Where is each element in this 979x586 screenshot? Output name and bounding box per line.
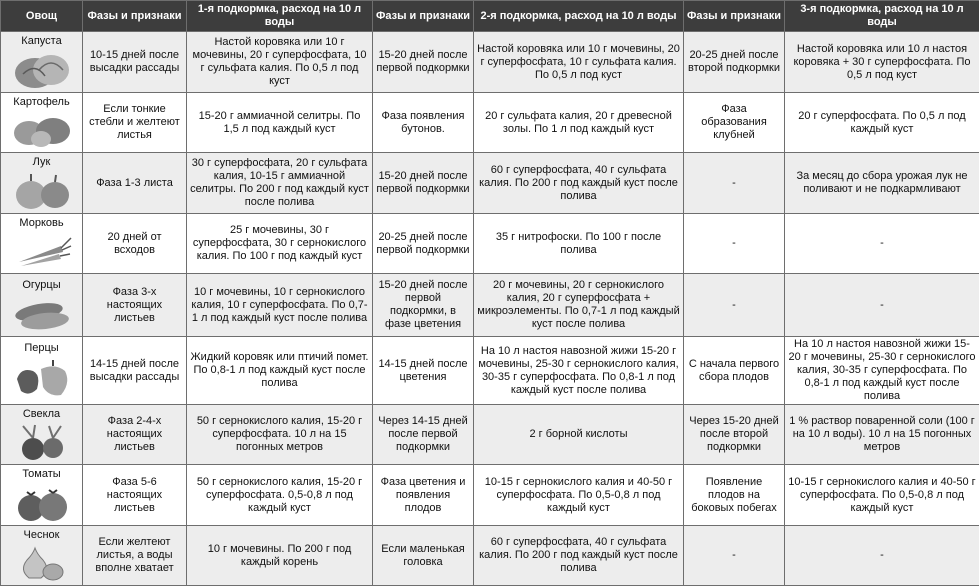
veg-name: Томаты bbox=[4, 468, 79, 481]
phase-3-cell: Появление плодов на боковых побегах bbox=[684, 465, 785, 526]
veg-cell bbox=[1, 32, 83, 93]
table-row bbox=[1, 274, 979, 337]
table-row bbox=[1, 405, 979, 465]
tomato-icon bbox=[11, 483, 73, 523]
phase-3-cell: С начала первого сбора плодов bbox=[684, 337, 785, 405]
phase-2-cell: 15-20 дней после первой подкормки, в фазе цветения bbox=[373, 274, 474, 337]
feed-2-cell: 20 г сульфата калия, 20 г древесной золы. По 1 л под каждый куст bbox=[474, 93, 684, 153]
phase-1-cell: Если тонкие стебли и желтеют листья bbox=[83, 93, 187, 153]
feed-3-cell: 1 % раствор поваренной соли (100 г на 10 л воды). 10 л на 15 погонных метров bbox=[785, 405, 979, 465]
feed-1-cell: 50 г сернокислого калия, 15-20 г суперфосфата. 0,5-0,8 л под каждый куст bbox=[187, 465, 373, 526]
veg-cell bbox=[1, 153, 83, 214]
header-phase-1: Фазы и признаки bbox=[83, 1, 187, 32]
feed-3-cell: 10-15 г сернокислого калия и 40-50 г суперфосфата. По 0,5-0,8 л под каждый куст bbox=[785, 465, 979, 526]
feed-2-cell: 60 г суперфосфата, 40 г сульфата калия. По 200 г под каждый куст после полива bbox=[474, 526, 684, 586]
veg-name: Свекла bbox=[4, 408, 79, 421]
phase-2-cell: 20-25 дней после первой подкормки bbox=[373, 214, 474, 274]
feed-2-cell: 20 г мочевины, 20 г сернокислого калия, 20 г суперфосфата + микроэлементы. По 0,7-1 л под каждый куст после полива bbox=[474, 274, 684, 337]
phase-3-cell: - bbox=[684, 274, 785, 337]
feed-2-cell: 2 г борной кислоты bbox=[474, 405, 684, 465]
pepper-icon bbox=[11, 357, 73, 399]
header-phase-2: Фазы и признаки bbox=[373, 1, 474, 32]
veg-name: Лук bbox=[4, 156, 79, 169]
header-feed-1: 1-я подкормка, расход на 10 л воды bbox=[187, 1, 373, 32]
feed-1-cell: 15-20 г аммиачной селитры. По 1,5 л под каждый куст bbox=[187, 93, 373, 153]
veg-name: Перцы bbox=[4, 342, 79, 355]
veg-name: Картофель bbox=[4, 96, 79, 109]
phase-1-cell: Фаза 1-3 листа bbox=[83, 153, 187, 214]
header-row bbox=[1, 1, 979, 32]
veg-cell bbox=[1, 93, 83, 153]
veg-name: Капуста bbox=[4, 35, 79, 48]
feed-3-cell: 20 г суперфосфата. По 0,5 л под каждый куст bbox=[785, 93, 979, 153]
feed-3-cell: - bbox=[785, 274, 979, 337]
feed-1-cell: 25 г мочевины, 30 г суперфосфата, 30 г сернокислого калия. По 100 г под каждый куст bbox=[187, 214, 373, 274]
phase-3-cell: Через 15-20 дней после второй подкормки bbox=[684, 405, 785, 465]
veg-cell bbox=[1, 214, 83, 274]
header-feed-2: 2-я подкормка, расход на 10 л воды bbox=[474, 1, 684, 32]
veg-cell bbox=[1, 465, 83, 526]
cabbage-icon bbox=[11, 50, 73, 90]
feed-2-cell: 60 г суперфосфата, 40 г сульфата калия. По 200 г под каждый куст после полива bbox=[474, 153, 684, 214]
header-feed-3: 3-я подкормка, расход на 10 л воды bbox=[785, 1, 979, 32]
feed-3-cell: - bbox=[785, 526, 979, 586]
table-row bbox=[1, 526, 979, 586]
veg-cell bbox=[1, 526, 83, 586]
phase-2-cell: Если маленькая головка bbox=[373, 526, 474, 586]
phase-1-cell: 20 дней от всходов bbox=[83, 214, 187, 274]
potato-icon bbox=[11, 111, 73, 149]
phase-2-cell: 14-15 дней после цветения bbox=[373, 337, 474, 405]
feed-1-cell: 30 г суперфосфата, 20 г сульфата калия, 10-15 г аммиачной селитры. По 200 г под каждый куст после полива bbox=[187, 153, 373, 214]
phase-3-cell: Фаза образования клубней bbox=[684, 93, 785, 153]
table-row bbox=[1, 153, 979, 214]
feed-2-cell: Настой коровяка или 10 г мочевины, 20 г суперфосфата, 10 г сульфата калия. По 0,5 л под куст bbox=[474, 32, 684, 93]
phase-1-cell: Фаза 2-4-х настоящих листьев bbox=[83, 405, 187, 465]
phase-3-cell: - bbox=[684, 214, 785, 274]
phase-2-cell: Фаза появления бутонов. bbox=[373, 93, 474, 153]
veg-cell bbox=[1, 274, 83, 337]
phase-3-cell: - bbox=[684, 526, 785, 586]
veg-name: Морковь bbox=[4, 217, 79, 230]
table-row bbox=[1, 214, 979, 274]
veg-cell bbox=[1, 337, 83, 405]
feed-1-cell: 10 г мочевины, 10 г сернокислого калия, 10 г суперфосфата. По 0,7-1 л под каждый куст после полива bbox=[187, 274, 373, 337]
table-row bbox=[1, 465, 979, 526]
feed-2-cell: 10-15 г сернокислого калия и 40-50 г суперфосфата. По 0,5-0,8 л под каждый куст bbox=[474, 465, 684, 526]
table-row bbox=[1, 93, 979, 153]
cucumber-icon bbox=[11, 294, 73, 332]
phase-2-cell: Фаза цветения и появления плодов bbox=[373, 465, 474, 526]
feed-3-cell: На 10 л настоя навозной жижи 15-20 г мочевины, 25-30 г сернокислого калия, 30-35 г суперфосфата. По 0,8-1 л под каждый куст после полива bbox=[785, 337, 979, 405]
header-phase-3: Фазы и признаки bbox=[684, 1, 785, 32]
feed-2-cell: На 10 л настоя навозной жижи 15-20 г мочевины, 25-30 г сернокислого калия, 30-35 г суперфосфата. По 0,8-1 л под каждый куст после полива bbox=[474, 337, 684, 405]
feed-3-cell: За месяц до сбора урожая лук не поливают и не подкармливают bbox=[785, 153, 979, 214]
garlic-icon bbox=[11, 544, 73, 582]
phase-1-cell: Фаза 3-х настоящих листьев bbox=[83, 274, 187, 337]
phase-1-cell: 10-15 дней после высадки рассады bbox=[83, 32, 187, 93]
phase-3-cell: - bbox=[684, 153, 785, 214]
onion-icon bbox=[11, 171, 73, 211]
phase-2-cell: Через 14-15 дней после первой подкормки bbox=[373, 405, 474, 465]
phase-1-cell: 14-15 дней после высадки рассады bbox=[83, 337, 187, 405]
table-row bbox=[1, 32, 979, 93]
table-row bbox=[1, 337, 979, 405]
veg-name: Чеснок bbox=[4, 529, 79, 542]
veg-name: Огурцы bbox=[4, 279, 79, 292]
feed-3-cell: Настой коровяка или 10 л настоя коровяка + 30 г суперфосфата. По 0,5 л под куст bbox=[785, 32, 979, 93]
feed-2-cell: 35 г нитрофоски. По 100 г после полива bbox=[474, 214, 684, 274]
feed-1-cell: 10 г мочевины. По 200 г под каждый корень bbox=[187, 526, 373, 586]
feed-3-cell: - bbox=[785, 214, 979, 274]
beet-icon bbox=[11, 423, 73, 461]
phase-1-cell: Фаза 5-6 настоящих листьев bbox=[83, 465, 187, 526]
feed-1-cell: Настой коровяка или 10 г мочевины, 20 г суперфосфата, 10 г сульфата калия. По 0,5 л под куст bbox=[187, 32, 373, 93]
feed-1-cell: Жидкий коровяк или птичий помет. По 0,8-1 л под каждый куст после полива bbox=[187, 337, 373, 405]
phase-2-cell: 15-20 дней после первой подкормки bbox=[373, 32, 474, 93]
phase-2-cell: 15-20 дней после первой подкормки bbox=[373, 153, 474, 214]
veg-cell bbox=[1, 405, 83, 465]
phase-1-cell: Если желтеют листья, а воды вполне хватает bbox=[83, 526, 187, 586]
carrot-icon bbox=[11, 232, 73, 270]
phase-3-cell: 20-25 дней после второй подкормки bbox=[684, 32, 785, 93]
feed-1-cell: 50 г сернокислого калия, 15-20 г суперфосфата. 10 л на 15 погонных метров bbox=[187, 405, 373, 465]
header-veg: Овощ bbox=[1, 1, 83, 32]
